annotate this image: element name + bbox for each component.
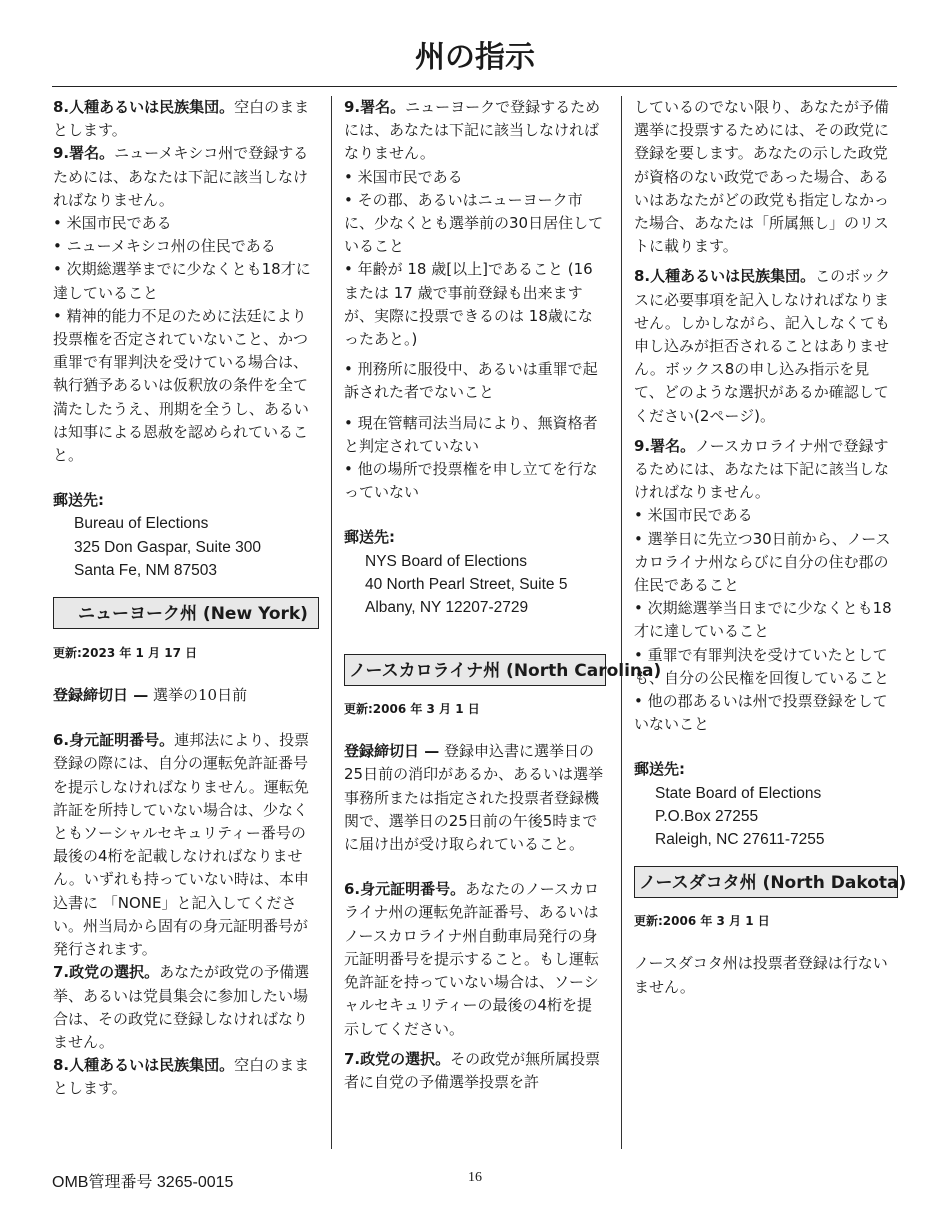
requirement-item: • 重罪で有罪判決を受けていたとしても、自分の公民権を回復していること xyxy=(634,645,890,687)
ny-signature-section xyxy=(344,96,606,166)
section-text: あなたが政党の予備選挙、あるいは党員集会に参加したい場合は、その政党に登録しなければなりません。 xyxy=(53,963,310,1051)
address-line: P.O.Box 27255 xyxy=(655,807,759,825)
nc-party-section xyxy=(344,1048,606,1094)
requirement-item: • 米国市民である xyxy=(344,167,463,186)
section-text: その政党が無所属投票者に自党の予備選挙投票を許 xyxy=(344,1049,601,1091)
address-line: NYS Board of Elections xyxy=(365,552,527,570)
section-heading: 9.署名。 xyxy=(53,144,115,163)
address-line: 40 North Pearl Street, Suite 5 xyxy=(365,575,568,593)
address-line: Santa Fe, NM 87503 xyxy=(74,561,218,579)
requirement-item: • 他の場所で投票権を申し立てを行なっていない xyxy=(344,460,598,502)
section-text: このボックスに必要事項を記入しなければなりません。しかしながら、記入しなくても申し込みが拒否されることはありません。ボックス8の申し込み指示を見て、どのような選択があるか確認してください(2ページ)。 xyxy=(634,267,891,425)
column-2 xyxy=(344,96,662,1094)
section-heading: 7.政党の選択。 xyxy=(344,1049,451,1068)
ny-race-section xyxy=(53,1054,319,1100)
column-divider-2 xyxy=(621,96,622,1149)
section-text: 空白のままとします。 xyxy=(53,98,310,140)
updated-date: 更新:2006 年 3 月 1 日 xyxy=(344,702,480,717)
section-heading: 6.身元証明番号。 xyxy=(344,880,466,899)
nm-signature-section xyxy=(53,142,319,212)
requirement-item: • 他の郡あるいは州で投票登録をしていないこと xyxy=(634,692,888,734)
address-line: 325 Don Gaspar, Suite 300 xyxy=(74,538,261,556)
section-text: あなたのノースカロライナ州の運転免許証番号、あるいはノースカロライナ州自動車局発行の身元証明番号を提示すること。もし運転免許証を持っていない場合は、ソーシャルセキュリティーの最後の4桁を提示してください。 xyxy=(344,880,600,1038)
requirement-item: • 現在管轄司法当局により、無資格者と判定されていない xyxy=(344,413,598,455)
nc-party-continued: しているのでない限り、あなたが予備選挙に投票するためには、その政党に登録を要します。あなたの示した政党が資格のない政党であった場合、あるいはあなたがどの政党も指定しなかった場合、あなたは「所属無し」のリストに載ります。 xyxy=(634,98,890,256)
deadline-text: 登録申込書に選挙日の25日前の消印があるか、あるいは選挙事務所または指定された投票者登録機関で、選挙日の25日前の午後5時までに届け出が受け取られていること。 xyxy=(344,742,604,854)
section-text: 連邦法により、投票登録の際には、自分の運転免許証番号を提示しなければなりません。運転免許証を所持していない場合は、少なくともソーシャルセキュリティー番号の最後の4桁を記載しなければなりません。いずれも持っていない時は、本申込書に 「NONE」と記入してください。州当局から固有の身元証明番号が発行されます。 xyxy=(53,731,310,959)
address-line: State Board of Elections xyxy=(655,784,822,802)
deadline-section xyxy=(344,740,606,856)
section-heading: 9.署名。 xyxy=(634,436,696,455)
section-text: ニューメキシコ州で登録するためには、あなたは下記に該当しなければなりません。 xyxy=(53,144,309,209)
requirement-item: • その郡、あるいはニューヨーク市に、少なくとも選挙前の30日居住していること xyxy=(344,190,604,256)
section-text: ニューヨークで登録するためには、あなたは下記に該当しなければなりません。 xyxy=(344,98,601,163)
section-text: ノースカロライナ州で登録するためには、あなたは下記に該当しなければなりません。 xyxy=(634,436,890,502)
column-divider-1 xyxy=(331,96,332,1149)
section-heading: 8.人種あるいは民族集団。 xyxy=(53,1056,235,1075)
mail-heading: 郵送先: xyxy=(634,760,685,779)
requirement-item: • 次期総選挙当日までに少なくとも18才に達していること xyxy=(634,599,892,641)
mail-heading: 郵送先: xyxy=(344,528,395,547)
mail-heading: 郵送先: xyxy=(53,491,104,510)
section-heading: 7.政党の選択。 xyxy=(53,963,160,982)
updated-date: 更新:2023 年 1 月 17 日 xyxy=(53,646,198,661)
section-heading: 8.人種あるいは民族集団。 xyxy=(634,267,816,286)
section-heading: 9.署名。 xyxy=(344,98,406,116)
ny-party-section xyxy=(53,961,319,1054)
page-title: 州の指示 xyxy=(415,40,535,75)
requirement-item: • 年齢が 18 歳[以上]であること (16 または 17 歳で事前登録も出来ますが、実際に投票できるのは 18歳になったあと。) xyxy=(344,260,593,349)
state-header-new-york: ニューヨーク州 (New York) xyxy=(53,597,319,629)
column-3 xyxy=(634,96,907,999)
nd-notice: ノースダコタ州は投票者登録は行ないません。 xyxy=(634,954,888,996)
title-rule xyxy=(52,86,897,87)
requirement-item: • 精神的能力不足のために法廷により投票権を否定されていないこと、かつ重罪で有罪判決を受けている場合は、執行猶予あるいは仮釈放の条件を全て満たしたうえ、刑期を全うし、あるいは知事による恩赦を認められていること。 xyxy=(53,306,309,465)
requirement-item: • 刑務所に服役中、あるいは重罪で起訴された者でないこと xyxy=(344,360,598,402)
deadline-section xyxy=(53,684,319,707)
section-heading: 8.人種あるいは民族集団。 xyxy=(53,98,235,116)
address-line: Raleigh, NC 27611-7255 xyxy=(655,831,825,849)
nc-signature-section xyxy=(634,435,898,505)
page-number: 16 xyxy=(468,1170,482,1185)
ny-id-section xyxy=(53,729,319,961)
requirement-item: • 選挙日に先立つ30日前から、ノースカロライナ州ならびに自分の住む郡の住民であること xyxy=(634,529,891,595)
omb-number: OMB管理番号 3265-0015 xyxy=(52,1174,234,1191)
deadline-heading: 登録締切日 — xyxy=(53,686,149,705)
section-heading: 6.身元証明番号。 xyxy=(53,731,175,750)
state-header-north-carolina: ノースカロライナ州 (North Carolina) xyxy=(344,654,606,686)
state-header-north-dakota: ノースダコタ州 (North Dakota) xyxy=(634,866,898,898)
requirement-item: • 次期総選挙までに少なくとも18才に達していること xyxy=(53,260,311,302)
deadline-text: 選挙の10日前 xyxy=(148,686,248,705)
column-1 xyxy=(53,96,319,1101)
requirement-item: • 米国市民である xyxy=(53,214,172,233)
deadline-heading: 登録締切日 — xyxy=(344,742,440,761)
nc-race-section xyxy=(634,265,898,427)
nc-id-section xyxy=(344,878,606,1040)
requirement-item: • 米国市民である xyxy=(634,506,753,525)
requirement-item: • ニューメキシコ州の住民である xyxy=(53,237,276,256)
updated-date: 更新:2006 年 3 月 1 日 xyxy=(634,914,770,929)
section-text: 空白のままとします。 xyxy=(53,1056,310,1098)
address-line: Bureau of Elections xyxy=(74,515,209,533)
address-line: Albany, NY 12207-2729 xyxy=(365,599,529,617)
nm-race-section xyxy=(53,96,319,142)
